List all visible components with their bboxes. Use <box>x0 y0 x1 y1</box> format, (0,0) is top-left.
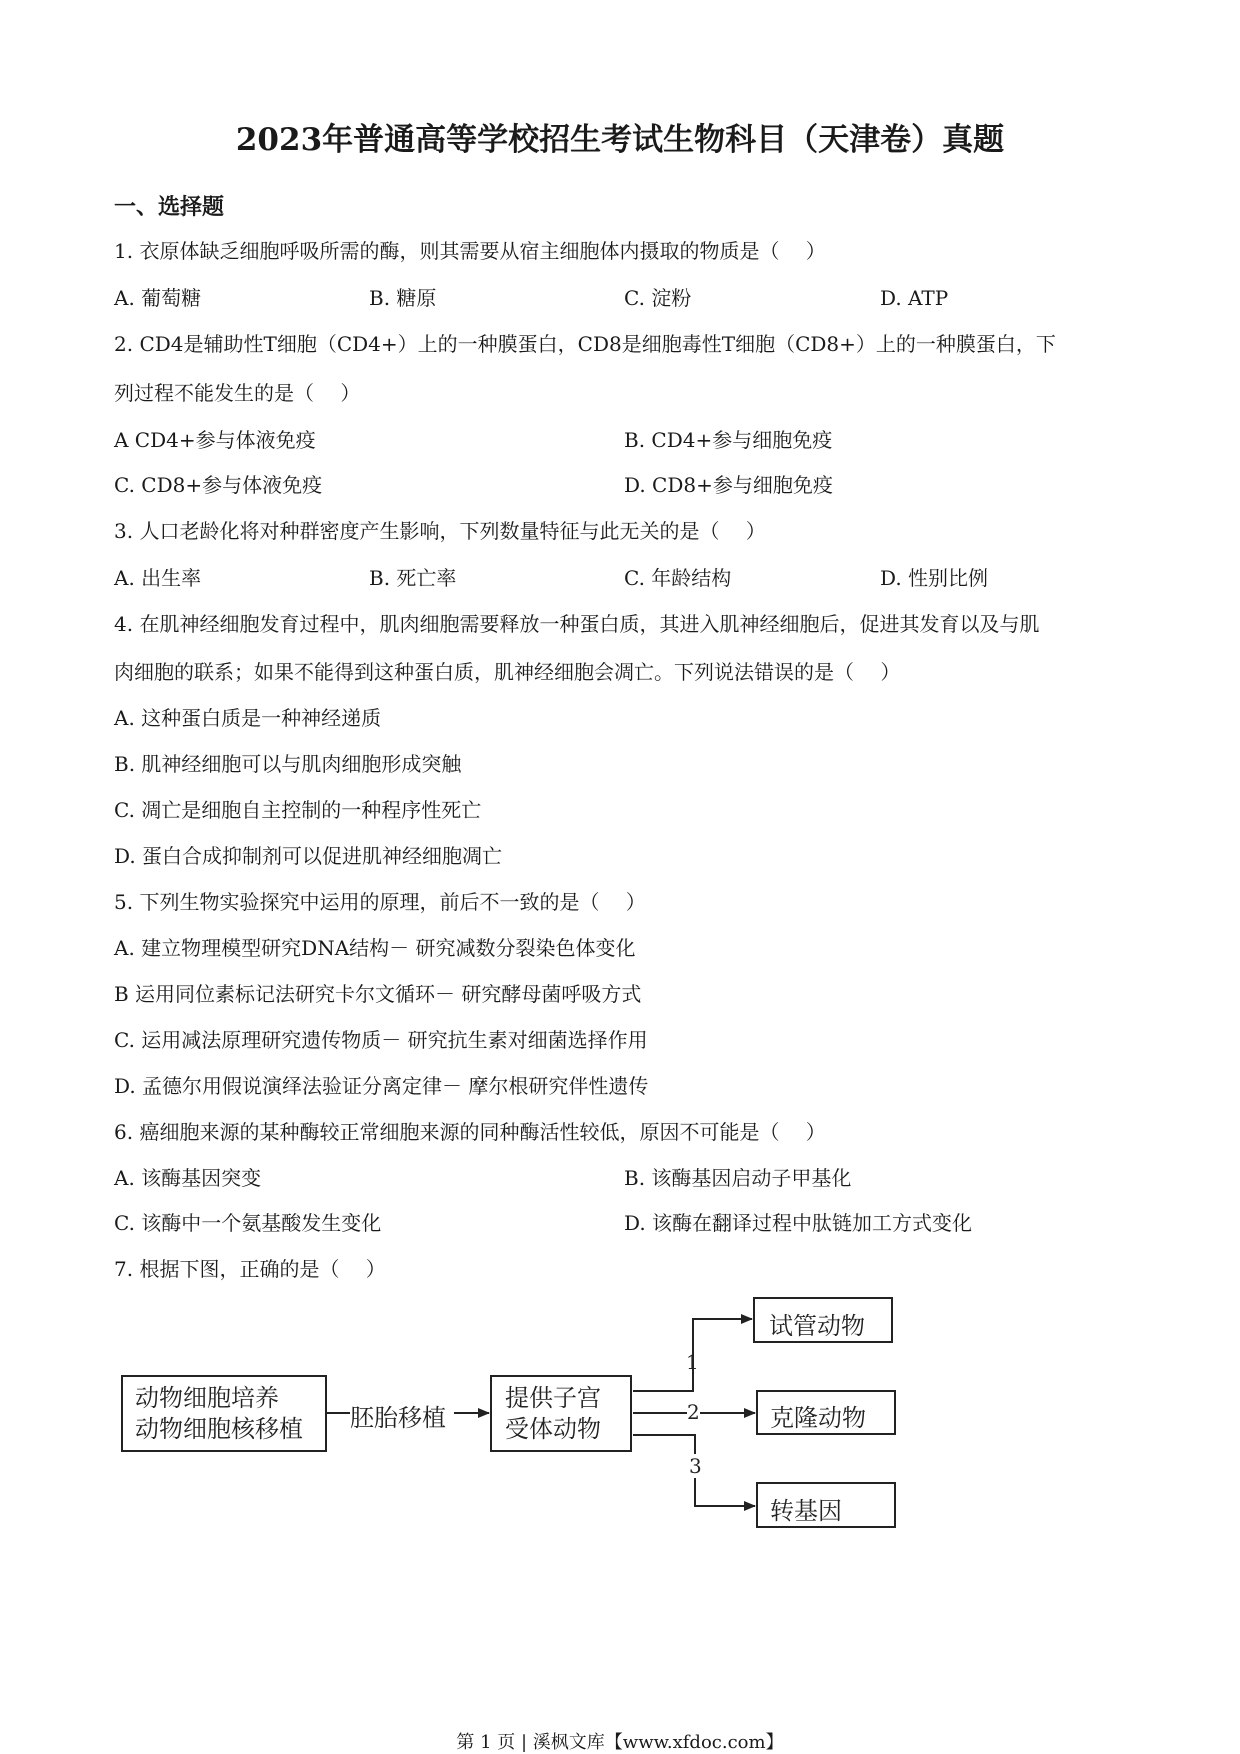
q5-option-d: D. 孟德尔用假说演绎法验证分离定律－ 摩尔根研究伴性遗传 <box>114 1074 649 1098</box>
question-4-stem-line2: 肉细胞的联系；如果不能得到这种蛋白质，肌神经细胞会凋亡。下列说法错误的是（ ） <box>114 660 901 684</box>
test-tube-animal-box <box>753 1297 893 1343</box>
box2-line2: 受体动物 <box>505 1415 601 1443</box>
cloned-animal-box <box>756 1390 896 1435</box>
q3-option-b: B. 死亡率 <box>369 566 457 590</box>
q2-option-a: A CD4+参与体液免疫 <box>114 428 316 452</box>
question-2-stem-line1: 2. CD4是辅助性T细胞（CD4+）上的一种膜蛋白，CD8是细胞毒性T细胞（CD8+）上的一种膜蛋白，下 <box>114 332 1056 356</box>
transgenic-box <box>756 1482 896 1528</box>
q6-option-d: D. 该酶在翻译过程中肽链加工方式变化 <box>624 1211 973 1235</box>
q4-option-c: C. 凋亡是细胞自主控制的一种程序性死亡 <box>114 798 482 822</box>
q5-option-b: B 运用同位素标记法研究卡尔文循环－ 研究酵母菌呼吸方式 <box>114 982 642 1006</box>
question-4-stem-line1: 4. 在肌神经细胞发育过程中，肌肉细胞需要释放一种蛋白质，其进入肌神经细胞后，促进其发育以及与肌 <box>114 612 1040 636</box>
box2-line1: 提供子宫 <box>505 1384 601 1412</box>
q2-option-c: C. CD8+参与体液免疫 <box>114 473 323 497</box>
box1-line2: 动物细胞核移植 <box>135 1415 303 1443</box>
question-5-stem: 5. 下列生物实验探究中运用的原理，前后不一致的是（ ） <box>114 890 646 914</box>
page-title: 2023年普通高等学校招生考试生物科目（天津卷）真题 <box>235 122 1005 158</box>
q1-option-a: A. 葡萄糖 <box>114 286 202 310</box>
q1-option-d: D. ATP <box>880 286 949 310</box>
embryo-transfer-label: 胚胎移植 <box>350 1404 446 1432</box>
q6-option-a: A. 该酶基因突变 <box>114 1166 262 1190</box>
q4-option-a: A. 这种蛋白质是一种神经递质 <box>114 706 382 730</box>
q2-option-d: D. CD8+参与细胞免疫 <box>624 473 833 497</box>
q6-option-b: B. 该酶基因启动子甲基化 <box>624 1166 852 1190</box>
q3-option-a: A. 出生率 <box>114 566 202 590</box>
q3-option-d: D. 性别比例 <box>880 566 989 590</box>
question-2-stem-line2: 列过程不能发生的是（ ） <box>114 381 361 405</box>
q4-option-d: D. 蛋白合成抑制剂可以促进肌神经细胞凋亡 <box>114 844 503 868</box>
section-heading: 一、选择题 <box>114 194 225 220</box>
branch-number-2: 2 <box>687 1400 700 1424</box>
question-3-stem: 3. 人口老龄化将对种群密度产生影响，下列数量特征与此无关的是（ ） <box>114 519 766 543</box>
q1-option-c: C. 淀粉 <box>624 286 692 310</box>
question-1-stem: 1. 衣原体缺乏细胞呼吸所需的酶，则其需要从宿主细胞体内摄取的物质是（ ） <box>114 239 826 263</box>
out3-label: 转基因 <box>770 1497 842 1525</box>
question-7-stem: 7. 根据下图，正确的是（ ） <box>114 1257 386 1281</box>
branch-number-1: 1 <box>686 1350 699 1374</box>
q5-option-c: C. 运用减法原理研究遗传物质－ 研究抗生素对细菌选择作用 <box>114 1028 648 1052</box>
q2-option-b: B. CD4+参与细胞免疫 <box>624 428 833 452</box>
recipient-animal-box <box>490 1375 632 1452</box>
question-6-stem: 6. 癌细胞来源的某种酶较正常细胞来源的同种酶活性较低，原因不可能是（ ） <box>114 1120 826 1144</box>
out2-label: 克隆动物 <box>770 1404 866 1432</box>
q1-option-b: B. 糖原 <box>369 286 437 310</box>
q4-option-b: B. 肌神经细胞可以与肌肉细胞形成突触 <box>114 752 462 776</box>
out1-label: 试管动物 <box>769 1312 865 1340</box>
q5-option-a: A. 建立物理模型研究DNA结构－ 研究减数分裂染色体变化 <box>114 936 636 960</box>
branch-number-3: 3 <box>689 1454 702 1478</box>
page-footer: 第 1 页 | 溪枫文库【www.xfdoc.com】 <box>456 1732 784 1753</box>
q6-option-c: C. 该酶中一个氨基酸发生变化 <box>114 1211 382 1235</box>
box1-line1: 动物细胞培养 <box>135 1384 279 1412</box>
culture-transfer-box <box>121 1375 327 1452</box>
q3-option-c: C. 年龄结构 <box>624 566 732 590</box>
